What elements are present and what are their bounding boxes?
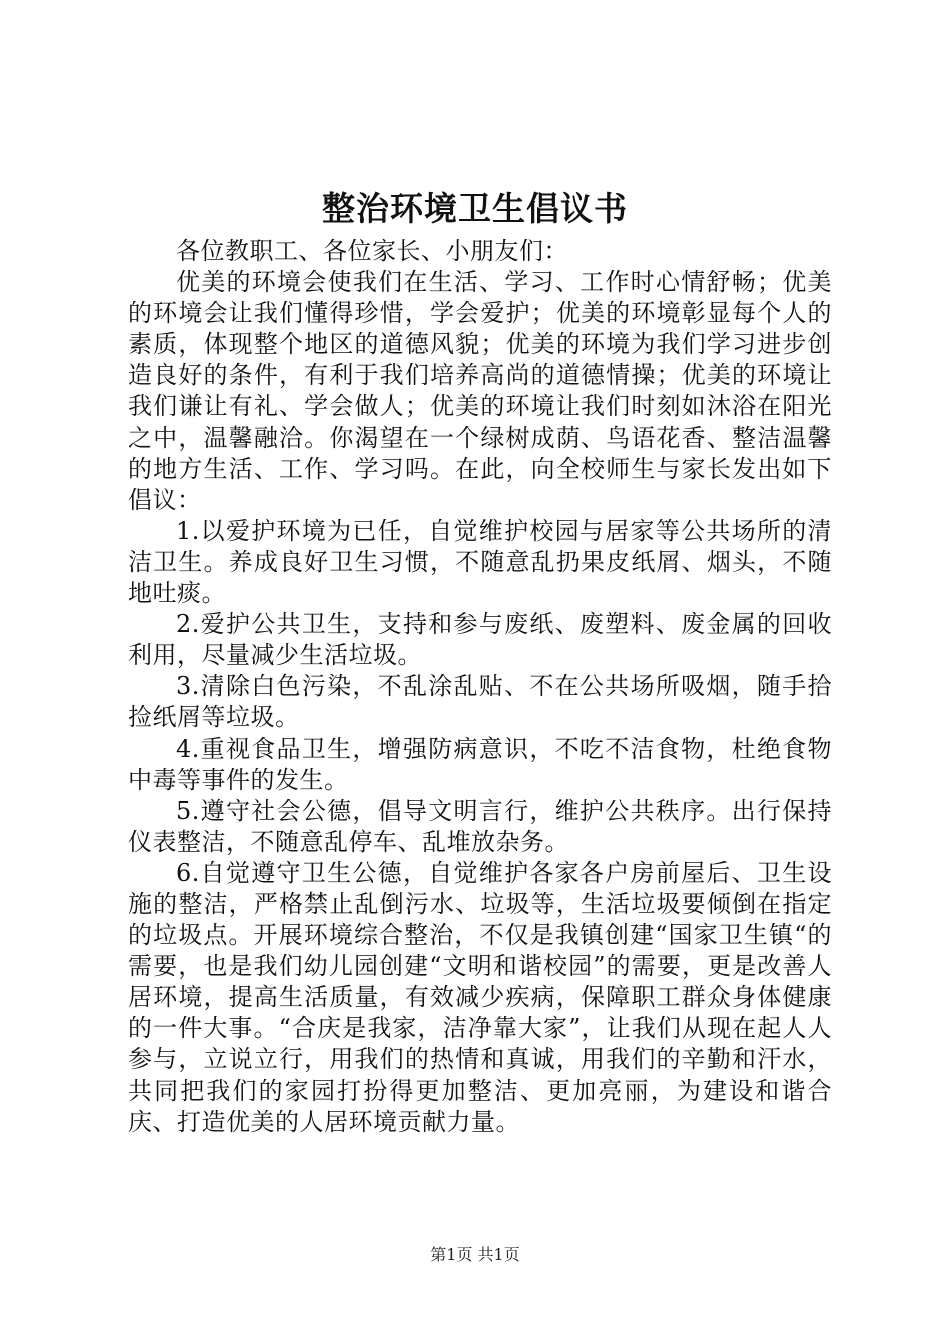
- document-body: [128, 236, 832, 1138]
- proposal-item-5: 5.遵守社会公德，倡导文明言行，维护公共秩序。出行保持仪表整洁，不随意乱停车、乱堆放杂务。: [128, 796, 832, 856]
- document-title: 整治环境卫生倡议书: [322, 189, 628, 228]
- salutation: 各位教职工、各位家长、小朋友们：: [176, 237, 568, 265]
- proposal-item-2: 2.爱护公共卫生，支持和参与废纸、废塑料、废金属的回收利用，尽量减少生活垃圾。: [128, 610, 832, 670]
- proposal-item-6: 6.自觉遵守卫生公德，自觉维护各家各户房前屋后、卫生设施的整洁，严格禁止乱倒污水、垃圾等，生活垃圾要倾倒在指定的垃圾点。开展环境综合整治，不仅是我镇创建“国家卫生镇“的需要，也是我们幼儿园创建“文明和谐校园”的需要，更是改善人居环境，提高生活质量，有效减少疾病，保障职工群众身体健康的一件大事。“合庆是我家，洁净靠大家”，让我们从现在起人人参与，立说立行，用我们的热情和真诚，用我们的辛勤和汗水，共同把我们的家园打扮得更加整洁、更加亮丽，为建设和谐合庆、打造优美的人居环境贡献力量。: [128, 858, 832, 1136]
- proposal-item-1: 1.以爱护环境为已任，自觉维护校园与居家等公共场所的清洁卫生。养成良好卫生习惯，不随意乱扔果皮纸屑、烟头，不随地吐痰。: [128, 516, 832, 608]
- page-footer: 第1页 共1页: [430, 1245, 520, 1264]
- proposal-item-3: 3.清除白色污染，不乱涂乱贴、不在公共场所吸烟，随手拾捡纸屑等垃圾。: [128, 672, 832, 732]
- proposal-item-4: 4.重视食品卫生，增强防病意识，不吃不洁食物，杜绝食物中毒等事件的发生。: [128, 734, 832, 794]
- intro-paragraph: 优美的环境会使我们在生活、学习、工作时心情舒畅；优美的环境会让我们懂得珍惜，学会爱护；优美的环境彰显每个人的素质，体现整个地区的道德风貌；优美的环境为我们学习进步创造良好的条件，有利于我们培养高尚的道德情操；优美的环境让我们谦让有礼、学会做人；优美的环境让我们时刻如沐浴在阳光之中，温馨融洽。你渴望在一个绿树成荫、鸟语花香、整洁温馨的地方生活、工作、学习吗。在此，向全校师生与家长发出如下倡议：: [128, 268, 832, 514]
